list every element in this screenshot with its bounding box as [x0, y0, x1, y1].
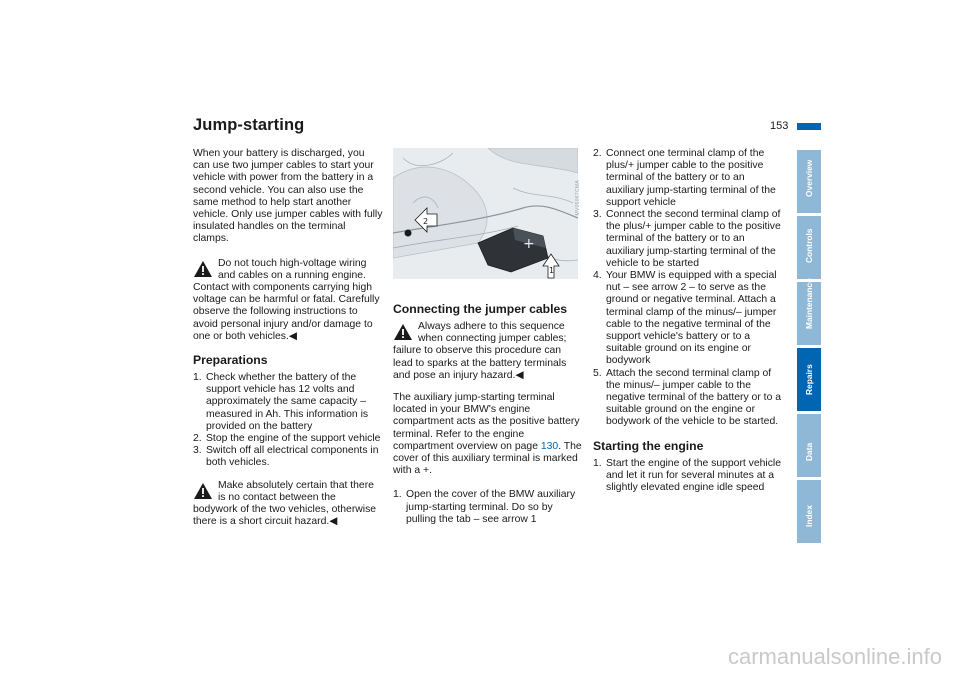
list-item: 4. Your BMW is equipped with a special nut – see arrow 2 – to serve as the ground or negative terminal. Attach a terminal clamp of the minus/– jumper cable to the negative terminal of the support vehicle's battery or to a suitable ground on its engine or bodywork: [593, 270, 777, 367]
connecting-heading: Connecting the jumper cables: [393, 302, 568, 316]
aux-terminal-paragraph: The auxiliary jump-starting terminal located in your BMW's engine compartment acts as the positive battery terminal. Refer to the engine compartment overview on page 130. The cover of this auxiliary terminal is marked with a +.: [393, 392, 582, 477]
tab-maintenance[interactable]: Maintenance: [797, 282, 821, 345]
list-item: 1. Check whether the battery of the support vehicle has 12 volts and approximately the same capacity – measured in Ah. This information is provided on the battery: [193, 372, 369, 432]
list-item: 3. Connect the second terminal clamp of the plus/+ jumper cable to the positive terminal of the battery or to an auxiliary jump-starting terminal of the vehicle to be started: [593, 209, 781, 269]
page-number-bar: [797, 123, 821, 130]
list-item: 2. Connect one terminal clamp of the plus/+ jumper cable to the positive terminal of the battery or to an auxiliary jump-starting terminal of the support vehicle: [593, 148, 776, 208]
warning-sequence: [393, 321, 583, 382]
list-item: 3. Switch off all electrical components in both vehicles.: [193, 445, 379, 469]
tab-repairs[interactable]: Repairs: [797, 348, 821, 411]
warning-triangle-icon: [193, 260, 213, 278]
warning-triangle-icon: [393, 323, 413, 341]
starting-heading: Starting the engine: [593, 438, 704, 453]
engine-compartment-illustration: [393, 148, 578, 279]
list-item: 1. Start the engine of the support vehicle and let it run for several minutes at a slightly elevated engine idle speed: [593, 457, 782, 494]
image-code: MV05067CMA: [575, 180, 581, 216]
warning-high-voltage: [193, 258, 383, 343]
callout-label-1: 1: [549, 266, 555, 275]
warning-text: Do not touch high-voltage wiring and cables on a running engine. Contact with components carrying high voltage can be harmful or fatal. Carefully observe the following instructions to avoid personal injury and/or damage to one or both vehicles.◀: [193, 257, 380, 342]
page-number: 153: [770, 120, 789, 132]
watermark: carmanualsonline.info: [727, 644, 942, 669]
column-1: [193, 148, 383, 538]
preparations-heading: Preparations: [193, 353, 268, 368]
tab-overview[interactable]: Overview: [797, 150, 821, 213]
list-item: 2. Stop the engine of the support vehicle: [193, 433, 381, 445]
tab-data[interactable]: Data: [797, 414, 821, 477]
list-item: 5. Attach the second terminal clamp of the minus/– jumper cable to the negative terminal of the battery or to a suitable ground on the engine or bodywork of the vehicle to be started.: [593, 367, 782, 428]
plus-marking: +: [523, 236, 535, 252]
preparations-list: [193, 372, 383, 470]
warning-text: Always adhere to this sequence when connecting jumper cables; failure to observe this procedure can lead to sparks at the battery terminals and pose an injury hazard.◀: [393, 321, 567, 381]
list-item: 1. Open the cover of the BMW auxiliary jump-starting terminal. Do so by pulling the tab – see arrow 1: [393, 489, 576, 525]
column-3: [593, 148, 785, 504]
column-2: [393, 296, 583, 536]
warning-text: Make absolutely certain that there is no contact between the bodywork of the two vehicles, otherwise there is a short circuit hazard.◀: [193, 479, 377, 528]
callout-label-2: 2: [423, 217, 429, 226]
connecting-list-continued: [593, 148, 785, 429]
tab-controls[interactable]: Controls: [797, 216, 821, 279]
tab-index[interactable]: Index: [797, 480, 821, 543]
connecting-list: [393, 489, 583, 526]
warning-bodywork-contact: [193, 480, 383, 529]
page-title: Jump-starting: [193, 116, 305, 134]
page-link[interactable]: 130: [540, 440, 559, 452]
intro-paragraph: When your battery is discharged, you can use two jumper cables to start your vehicle with power from the battery in a second vehicle. You can also use the same method to help start another vehicle. Only use jumper cables with fully insulated handles on the terminal clamps.: [193, 148, 383, 245]
warning-triangle-icon: [193, 482, 213, 500]
starting-list: [593, 458, 785, 495]
